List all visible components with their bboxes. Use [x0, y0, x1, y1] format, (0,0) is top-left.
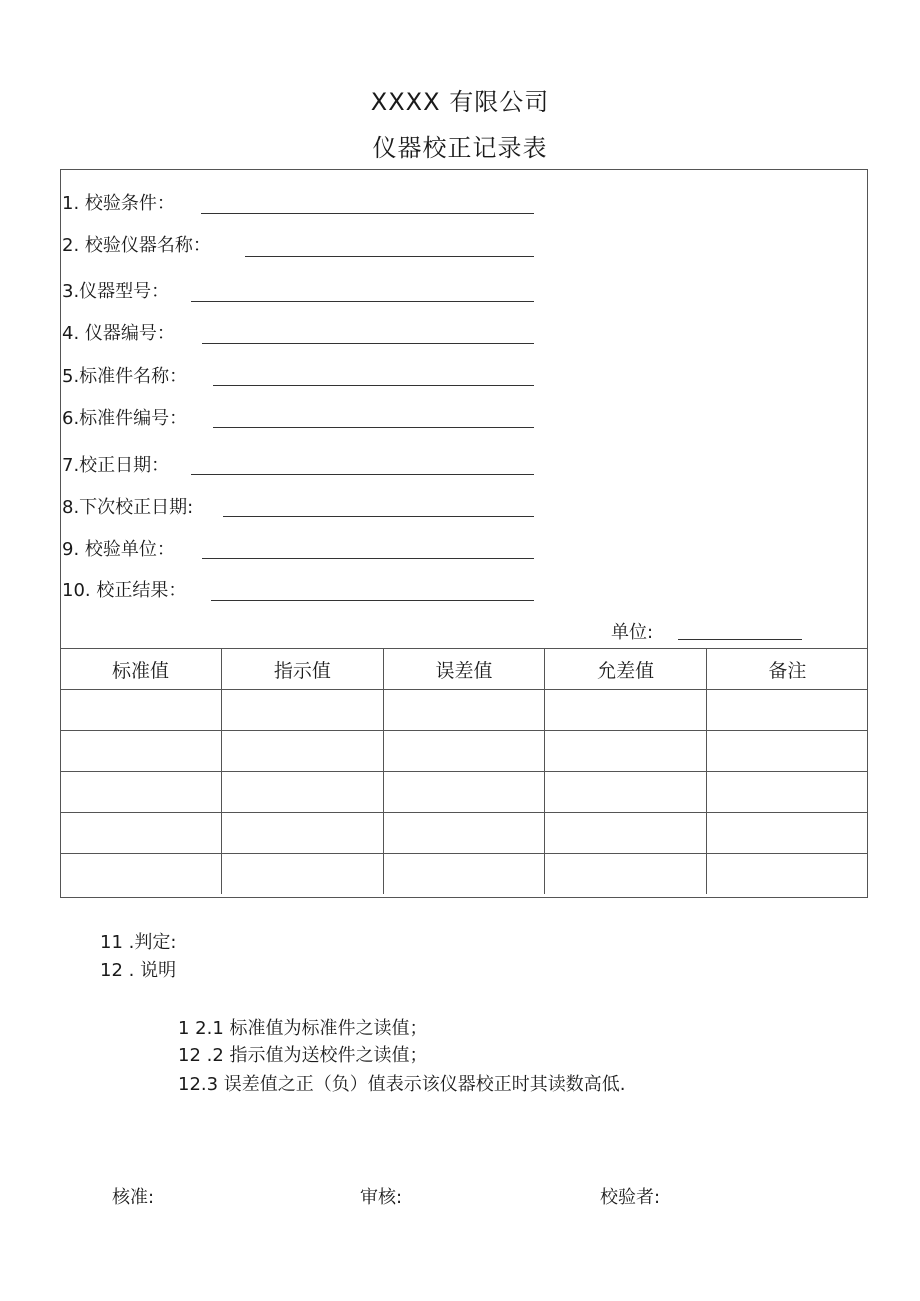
judgement-label: 11 .判定: [100, 932, 177, 953]
field-label-calibration-date: 7.校正日期： [62, 455, 170, 476]
company-name: XXXX 有限公司 [370, 88, 550, 116]
table-cell[interactable] [383, 813, 545, 854]
table-row [60, 772, 868, 813]
table-cell[interactable] [383, 690, 545, 731]
table-cell[interactable] [383, 772, 545, 813]
table-cell[interactable] [706, 690, 868, 731]
table-cell[interactable] [545, 854, 707, 895]
col-tolerance-value: 允差值 [545, 649, 707, 690]
table-cell[interactable] [383, 854, 545, 895]
field-label-standard-number: 6.标准件编号： [62, 408, 188, 429]
table-cell[interactable] [60, 731, 222, 772]
field-label-model: 3.仪器型号： [62, 281, 170, 302]
note-item-1: 1 2.1 标准值为标准件之读值； [178, 1018, 428, 1039]
col-standard-value: 标准值 [60, 649, 222, 690]
table-row [60, 690, 868, 731]
inspector-label: 校验者: [600, 1187, 661, 1208]
table-cell[interactable] [60, 772, 222, 813]
col-remarks: 备注 [706, 649, 868, 690]
table-cell[interactable] [222, 813, 384, 854]
table-header-row [60, 649, 868, 690]
field-label-instrument-number: 4. 仪器编号： [62, 323, 175, 344]
calibration-table [60, 648, 868, 894]
table-cell[interactable] [545, 772, 707, 813]
col-indicated-value: 指示值 [222, 649, 384, 690]
table-cell[interactable] [60, 813, 222, 854]
field-line-instrument-name[interactable] [245, 256, 534, 257]
field-line-calibration-result[interactable] [211, 600, 534, 601]
field-label-next-calibration-date: 8.下次校正日期: [62, 497, 194, 518]
field-line-model[interactable] [191, 301, 534, 302]
table-cell[interactable] [706, 854, 868, 895]
field-label-calibration-result: 10. 校正结果： [62, 580, 187, 601]
field-label-standard-name: 5.标准件名称： [62, 366, 188, 387]
table-cell[interactable] [222, 854, 384, 895]
note-item-2: 12 .2 指示值为送校件之读值； [178, 1045, 428, 1066]
table-cell[interactable] [60, 690, 222, 731]
col-error-value: 误差值 [383, 649, 545, 690]
note-item-3: 12.3 误差值之正（负）值表示该仪器校正时其读数高低. [178, 1074, 626, 1095]
table-cell[interactable] [706, 731, 868, 772]
field-line-standard-name[interactable] [213, 385, 534, 386]
field-line-instrument-number[interactable] [202, 343, 534, 344]
table-cell[interactable] [222, 690, 384, 731]
table-row [60, 813, 868, 854]
unit-label: 单位: [611, 622, 654, 643]
table-cell[interactable] [545, 731, 707, 772]
table-cell[interactable] [222, 772, 384, 813]
field-line-standard-number[interactable] [213, 427, 534, 428]
record-form [60, 169, 868, 898]
field-line-calibration-unit[interactable] [202, 558, 534, 559]
form-title: 仪器校正记录表 [372, 134, 548, 162]
table-row [60, 854, 868, 895]
table-cell[interactable] [383, 731, 545, 772]
approve-label: 核准: [112, 1187, 155, 1208]
table-row [60, 731, 868, 772]
table-cell[interactable] [60, 854, 222, 895]
field-label-instrument-name: 2. 校验仪器名称： [62, 235, 211, 256]
field-line-conditions[interactable] [201, 213, 534, 214]
unit-line[interactable] [678, 639, 802, 640]
review-label: 审核: [360, 1187, 403, 1208]
field-label-calibration-unit: 9. 校验单位： [62, 539, 175, 560]
field-line-next-calibration-date[interactable] [223, 516, 534, 517]
field-line-calibration-date[interactable] [191, 474, 534, 475]
explanation-label: 12 . 说明 [100, 960, 177, 981]
field-label-conditions: 1. 校验条件： [62, 193, 175, 214]
table-cell[interactable] [222, 731, 384, 772]
table-cell[interactable] [545, 690, 707, 731]
table-cell[interactable] [545, 813, 707, 854]
table-cell[interactable] [706, 772, 868, 813]
table-cell[interactable] [706, 813, 868, 854]
